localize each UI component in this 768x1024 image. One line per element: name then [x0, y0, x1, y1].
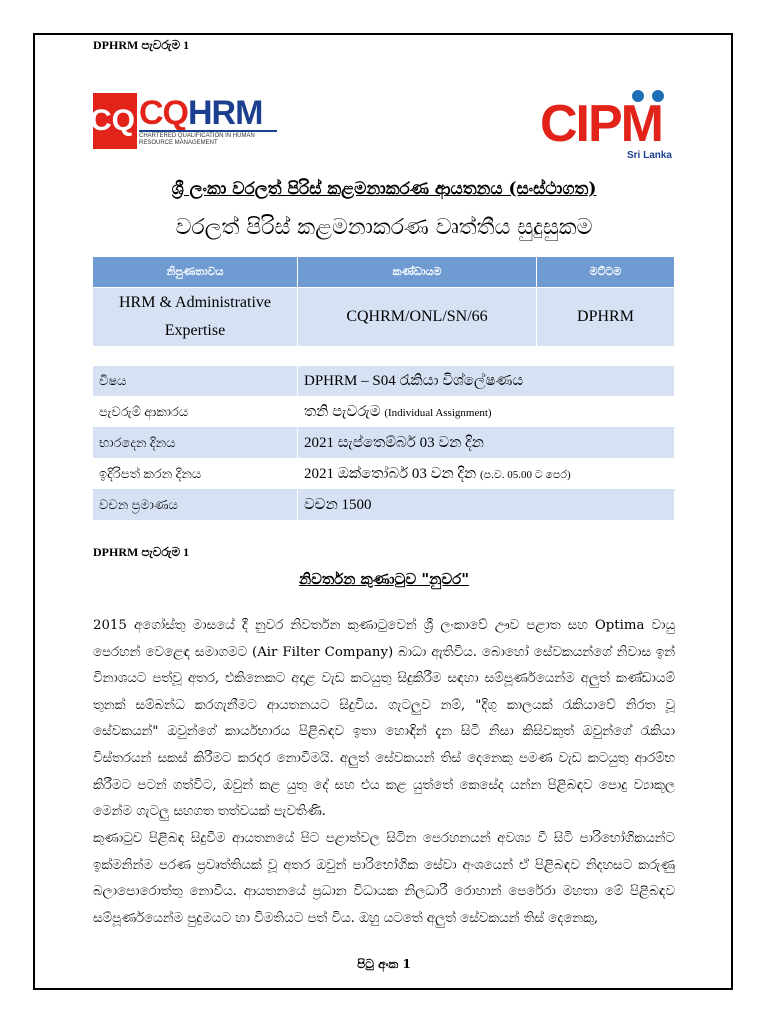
- cipm-country: Sri Lanka: [626, 150, 672, 161]
- detail-value-subject: DPHRM – S04 රැකියා විශ්ලේෂණය: [298, 366, 675, 397]
- value-group: CQHRM/ONL/SN/66: [298, 288, 537, 347]
- detail-value-type: තනි පැවරුම (Individual Assignment): [298, 397, 675, 428]
- spacer-row: [93, 347, 675, 366]
- header-group: කණ්ඩායම: [298, 257, 537, 288]
- detail-value-submit-date: 2021 ඔක්තෝබර් 03 වන දින (ප.ව. 05.00 ට පෙර): [298, 459, 675, 490]
- detail-key-type: පැවරුම් ආකාරය: [93, 397, 298, 428]
- header-competency: නිපුණතාවය: [93, 257, 298, 288]
- detail-key-submit-date: ඉදිරිපත් කරන දිනය: [93, 459, 298, 490]
- qualification-title: වරලත් පිරිස් කළමනාකරණ වෘත්තීය සුදුසුකම: [175, 215, 593, 240]
- value-level: DPHRM: [537, 288, 675, 347]
- institute-title: ශ්‍රී ලංකා වරලත් පිරිස් කළමනාකරණ ආයතනය (සංස්ථාගත): [171, 179, 597, 199]
- value-competency: HRM & Administrative Expertise: [93, 288, 298, 347]
- header-label: DPHRM පැවරුම 1: [93, 38, 190, 52]
- assignment-info-table: [92, 256, 675, 521]
- detail-note-submit: (ප.ව. 05.00 ට පෙර): [479, 469, 571, 481]
- header-level: මට්ටම: [537, 257, 675, 288]
- cipm-wordmark: CIPM: [540, 95, 662, 153]
- detail-key-subject: විෂය: [93, 366, 298, 397]
- detail-key-issue-date: භාරදෙන දිනය: [93, 428, 298, 459]
- section-label: DPHRM පැවරුම 1: [93, 545, 190, 559]
- cqhrm-subtitle: CHARTERED QUALIFICATION IN HUMAN RESOURCE MANAGEMENT: [139, 130, 277, 147]
- detail-key-word-count: වචන ප්‍රමාණය: [93, 490, 298, 521]
- detail-value-issue-date: 2021 සැප්තෙම්බර් 03 වන දින: [298, 428, 675, 459]
- cipm-logo: [540, 88, 680, 164]
- case-paragraph: 2015 අගෝස්තු මාසයේ දී නුවර නිවර්තන කුණාටුවෙන් ශ්‍රී ලංකාවේ ඌව පළාත සහ Optima වායු පෙරහන් වෙළෙඳ සමාගමට (Air Filter Company) බාධා ඇතිවිය. බොහෝ සේවකයන්ගේ නිවාස ඉන් විනාශයට පත්වූ අතර, එකිනෙකට අදාළ වැඩ කටයුතු සිදුකිරීම සඳහා සම්පූර්ණයෙන්ම අලුත් කණ්ඩායම් තුනක් සම්බන්ධ කරගැනීමට ආයතනයට සිදුවිය. ගැටලුව නම්, "දිගු කාලයක් රැකියාවේ නිරත වූ සේවකයන්" ඔවුන්ගේ කාර්යභාරය පිළිබඳව ඉතා හොඳින් දැන සිටි නිසා කිසිවකුත් ඔවුන්ගේ රැකියා විස්තරයන් සකස් කිරීමට කරදර නොවීමයි. අලුත් සේවකයන් තිස් දෙනෙකු පමණ වැඩ කටයුතු ආරම්භ කිරීමට පටන් ගත්විට, ඔවුන් කළ යුතු දේ සහ එය කළ යුත්තේ කෙසේද යන්න පිළිබඳව පොදු ව්‍යාකූල මෙන්ම ගැටලු සහගත තත්වයක් පැවතිණි.: [93, 618, 675, 820]
- cqhrm-logo: [82, 90, 277, 152]
- case-paragraph: කුණාටුව පිළිබඳ සිදුවීම ආයතනයේ පිට පළාත්වල සිටින පෙරහනයන් අවශ්‍ය වී සිටි පාරිභෝගිකයන්ට ඉක්මනින්ම පරණ ප්‍රවෘත්තියක් වූ අතර ඔවුන් පාරිභෝගික සේවා අංශයෙන් ඒ පිළිබඳව නිදහසට කරුණු බලාපොරොත්තු නොවීය. ආයතනයේ ප්‍රධාන විධායක නිලධාරී රොහාන් පෙරේරා මහතා මේ පිළිබඳව සම්පූර්ණයෙන්ම පුදුමයට හා විමතියට පත් විය. ඔහු යටතේ අලුත් සේවකයන් තිස් දෙනෙකු,: [93, 831, 675, 926]
- cqhrm-wordmark: CQHRM: [139, 93, 263, 132]
- detail-value-word-count: වචන 1500: [298, 490, 675, 521]
- cq-mark-icon: 'CQ: [93, 93, 137, 149]
- page-number: පිටු අංක 1: [357, 957, 411, 971]
- detail-note-type: (Individual Assignment): [384, 407, 492, 419]
- case-title: නිවර්තන කුණාටුව "නුවර": [298, 570, 470, 588]
